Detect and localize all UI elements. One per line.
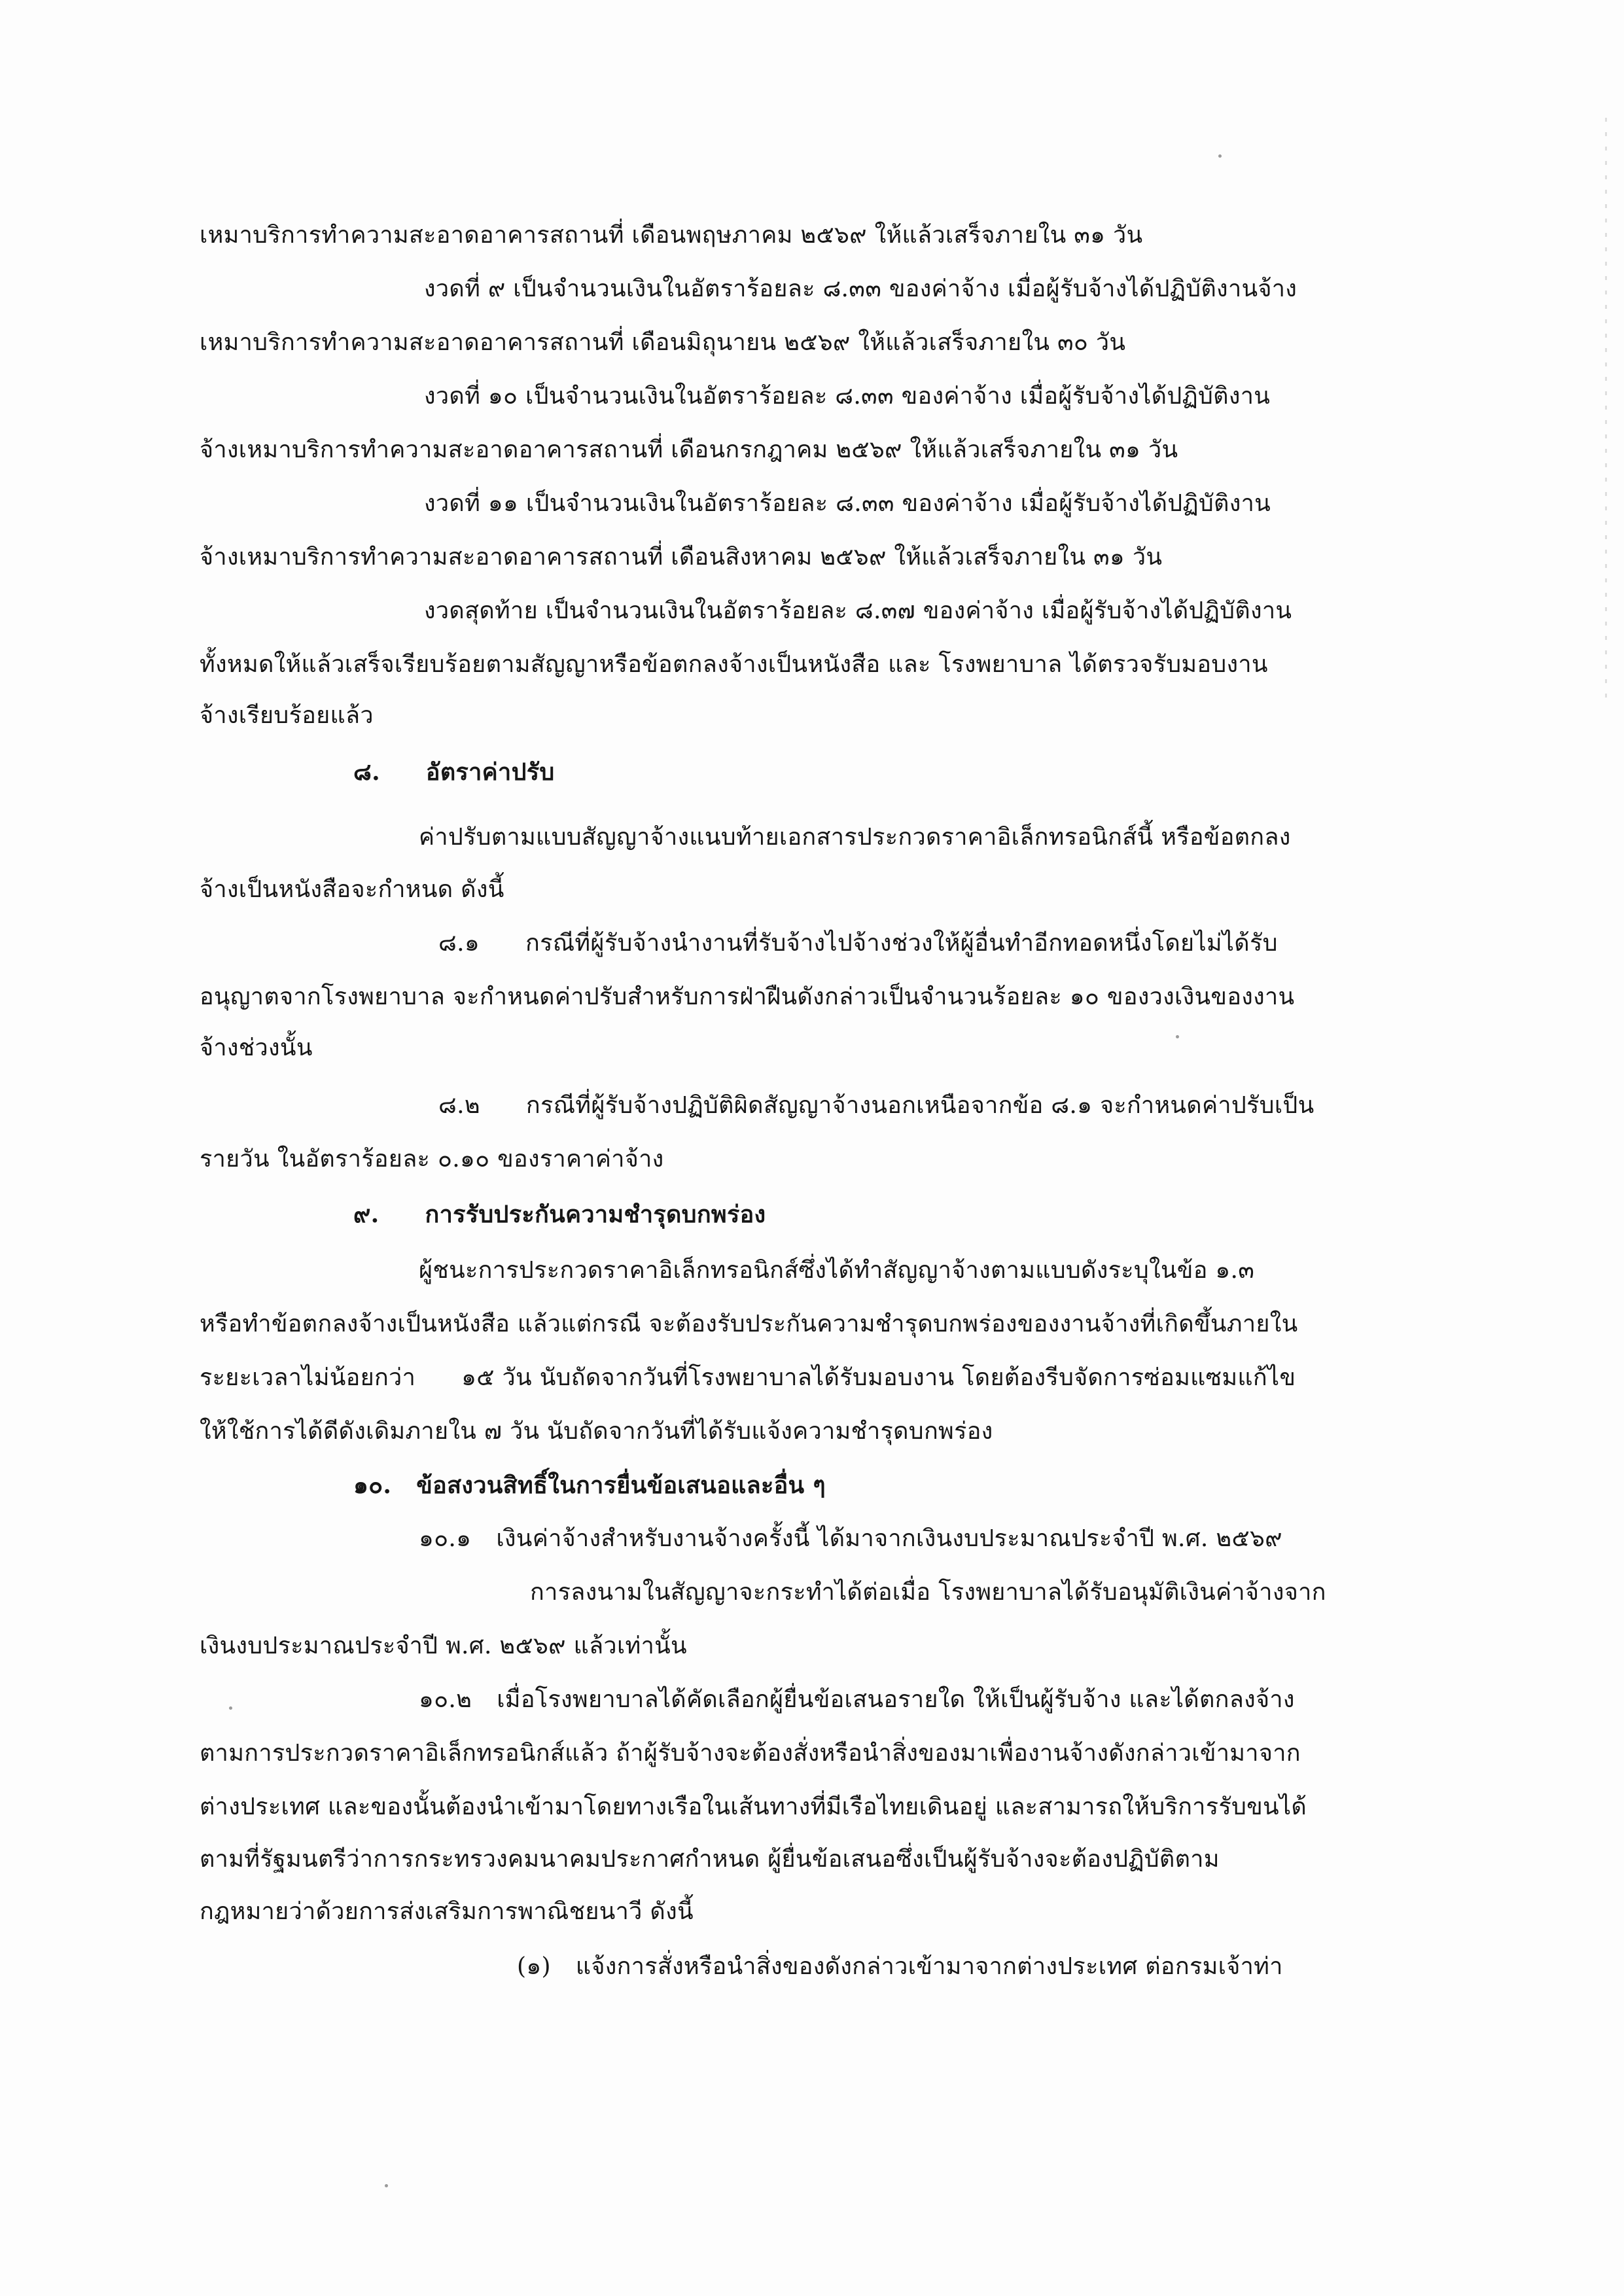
paragraph-line: ต่างประเทศ และของนั้นต้องนำเข้ามาโดยทางเรือในเส้นทางที่มีเรือไทยเดินอยู่ และสามารถให้บริการรับขนได้ (200, 1793, 1307, 1820)
paragraph-line: ค่าปรับตามแบบสัญญาจ้างแนบท้ายเอกสารประกวดราคาอิเล็กทรอนิกส์นี้ หรือข้อตกลง (419, 824, 1291, 851)
paragraph-line: งวดที่ ๑๑ เป็นจำนวนเงินในอัตราร้อยละ ๘.๓๓ ของค่าจ้าง เมื่อผู้รับจ้างได้ปฏิบัติงาน (424, 490, 1271, 517)
item-number: ๘.๑ (438, 930, 480, 957)
section-number: ๙. (353, 1201, 380, 1228)
text-fragment: ๑๕ วัน นับถัดจากวันที่โรงพยาบาลได้รับมอบงาน โดยต้องรีบจัดการซ่อมแซมแก้ไข (461, 1364, 1296, 1391)
paragraph-line: ตามที่รัฐมนตรีว่าการกระทรวงคมนาคมประกาศกำหนด ผู้ยื่นข้อเสนอซึ่งเป็นผู้รับจ้างจะต้องปฏิบัติตาม (200, 1846, 1220, 1873)
paragraph-line: เงินงบประมาณประจำปี พ.ศ. ๒๕๖๙ แล้วเท่านั้น (200, 1633, 687, 1659)
paragraph-line: จ้างเหมาบริการทำความสะอาดอาคารสถานที่ เดือนสิงหาคม ๒๕๖๙ ให้แล้วเสร็จภายใน ๓๑ วัน (200, 544, 1163, 571)
section-number: ๑๐. (353, 1472, 392, 1499)
section-title: การรับประกันความชำรุดบกพร่อง (425, 1201, 766, 1228)
section-heading (353, 1195, 766, 1234)
item-text: เมื่อโรงพยาบาลได้คัดเลือกผู้ยื่นข้อเสนอรายใด ให้เป็นผู้รับจ้าง และได้ตกลงจ้าง (497, 1686, 1295, 1713)
section-heading (353, 1466, 826, 1505)
scan-speck (1176, 1035, 1179, 1038)
paragraph-line: หรือทำข้อตกลงจ้างเป็นหนังสือ แล้วแต่กรณี จะต้องรับประกันความชำรุดบกพร่องของงานจ้างที่เกิดขึ้นภายใน (200, 1311, 1298, 1337)
paragraph-line: การลงนามในสัญญาจะกระทำได้ต่อเมื่อ โรงพยาบาลได้รับอนุมัติเงินค่าจ้างจาก (530, 1579, 1326, 1606)
paragraph-line: จ้างเหมาบริการทำความสะอาดอาคารสถานที่ เดือนกรกฎาคม ๒๕๖๙ ให้แล้วเสร็จภายใน ๓๑ วัน (200, 436, 1178, 463)
paragraph-line (517, 1947, 1283, 1987)
paragraph-line (419, 1680, 1295, 1720)
paragraph-line: ทั้งหมดให้แล้วเสร็จเรียบร้อยตามสัญญาหรือข้อตกลงจ้างเป็นหนังสือ และ โรงพยาบาล ได้ตรวจรับมอบงาน (200, 651, 1268, 678)
item-number: ๑๐.๑ (419, 1525, 472, 1552)
paragraph-line: ผู้ชนะการประกวดราคาอิเล็กทรอนิกส์ซึ่งได้ทำสัญญาจ้างตามแบบดังระบุในข้อ ๑.๓ (419, 1257, 1255, 1284)
item-text: เงินค่าจ้างสำหรับงานจ้างครั้งนี้ ได้มาจากเงินงบประมาณประจำปี พ.ศ. ๒๕๖๙ (496, 1525, 1282, 1552)
item-text: กรณีที่ผู้รับจ้างปฏิบัติผิดสัญญาจ้างนอกเหนือจากข้อ ๘.๑ จะกำหนดค่าปรับเป็น (525, 1092, 1315, 1119)
text-fragment: ระยะเวลาไม่น้อยกว่า (200, 1364, 416, 1391)
paragraph-line: งวดสุดท้าย เป็นจำนวนเงินในอัตราร้อยละ ๘.๓๗ ของค่าจ้าง เมื่อผู้รับจ้างได้ปฏิบัติงาน (424, 597, 1292, 624)
paragraph-line: ให้ใช้การได้ดีดังเดิมภายใน ๗ วัน นับถัดจากวันที่ได้รับแจ้งความชำรุดบกพร่อง (200, 1418, 993, 1445)
item-number: ๘.๒ (438, 1092, 480, 1119)
scan-speck (229, 1706, 232, 1710)
paragraph-line (438, 924, 1278, 963)
paragraph-line (419, 1519, 1282, 1559)
paragraph-line: จ้างช่วงนั้น (200, 1034, 313, 1061)
item-text: แจ้งการสั่งหรือนำสิ่งของดังกล่าวเข้ามาจากต่างประเทศ ต่อกรมเจ้าท่า (575, 1953, 1283, 1980)
scan-edge-artifact (1605, 118, 1607, 707)
paragraph-line: จ้างเป็นหนังสือจะกำหนด ดังนี้ (200, 876, 504, 903)
paragraph-line: เหมาบริการทำความสะอาดอาคารสถานที่ เดือนพฤษภาคม ๒๕๖๙ ให้แล้วเสร็จภายใน ๓๑ วัน (200, 222, 1143, 249)
section-number: ๘. (353, 758, 380, 786)
section-title: อัตราค่าปรับ (425, 758, 555, 786)
paragraph-line: เหมาบริการทำความสะอาดอาคารสถานที่ เดือนมิถุนายน ๒๕๖๙ ให้แล้วเสร็จภายใน ๓๐ วัน (200, 329, 1126, 356)
section-heading (353, 752, 555, 792)
paragraph-line (200, 1358, 1296, 1398)
paragraph-line: จ้างเรียบร้อยแล้ว (200, 702, 374, 729)
item-text: กรณีที่ผู้รับจ้างนำงานที่รับจ้างไปจ้างช่วงให้ผู้อื่นทำอีกทอดหนึ่งโดยไม่ได้รับ (525, 930, 1278, 957)
paragraph-line (438, 1086, 1314, 1125)
item-number: (๑) (517, 1953, 551, 1980)
scan-speck (1218, 154, 1222, 158)
paragraph-line: กฎหมายว่าด้วยการส่งเสริมการพาณิชยนาวี ดังนี้ (200, 1898, 694, 1925)
paragraph-line: งวดที่ ๙ เป็นจำนวนเงินในอัตราร้อยละ ๘.๓๓ ของค่าจ้าง เมื่อผู้รับจ้างได้ปฏิบัติงานจ้าง (424, 275, 1297, 302)
paragraph-line: งวดที่ ๑๐ เป็นจำนวนเงินในอัตราร้อยละ ๘.๓๓ ของค่าจ้าง เมื่อผู้รับจ้างได้ปฏิบัติงาน (424, 383, 1271, 410)
item-number: ๑๐.๒ (419, 1686, 472, 1713)
paragraph-line: รายวัน ในอัตราร้อยละ ๐.๑๐ ของราคาค่าจ้าง (200, 1146, 664, 1173)
paragraph-line: ตามการประกวดราคาอิเล็กทรอนิกส์แล้ว ถ้าผู้รับจ้างจะต้องสั่งหรือนำสิ่งของมาเพื่องานจ้างดังกล่าวเข้ามาจาก (200, 1740, 1301, 1767)
paragraph-line: อนุญาตจากโรงพยาบาล จะกำหนดค่าปรับสำหรับการฝ่าฝืนดังกล่าวเป็นจำนวนร้อยละ ๑๐ ของวงเงินของงาน (200, 983, 1295, 1010)
section-title: ข้อสงวนสิทธิ์ในการยื่นข้อเสนอและอื่น ๆ (416, 1472, 826, 1499)
scan-speck (385, 2184, 388, 2187)
